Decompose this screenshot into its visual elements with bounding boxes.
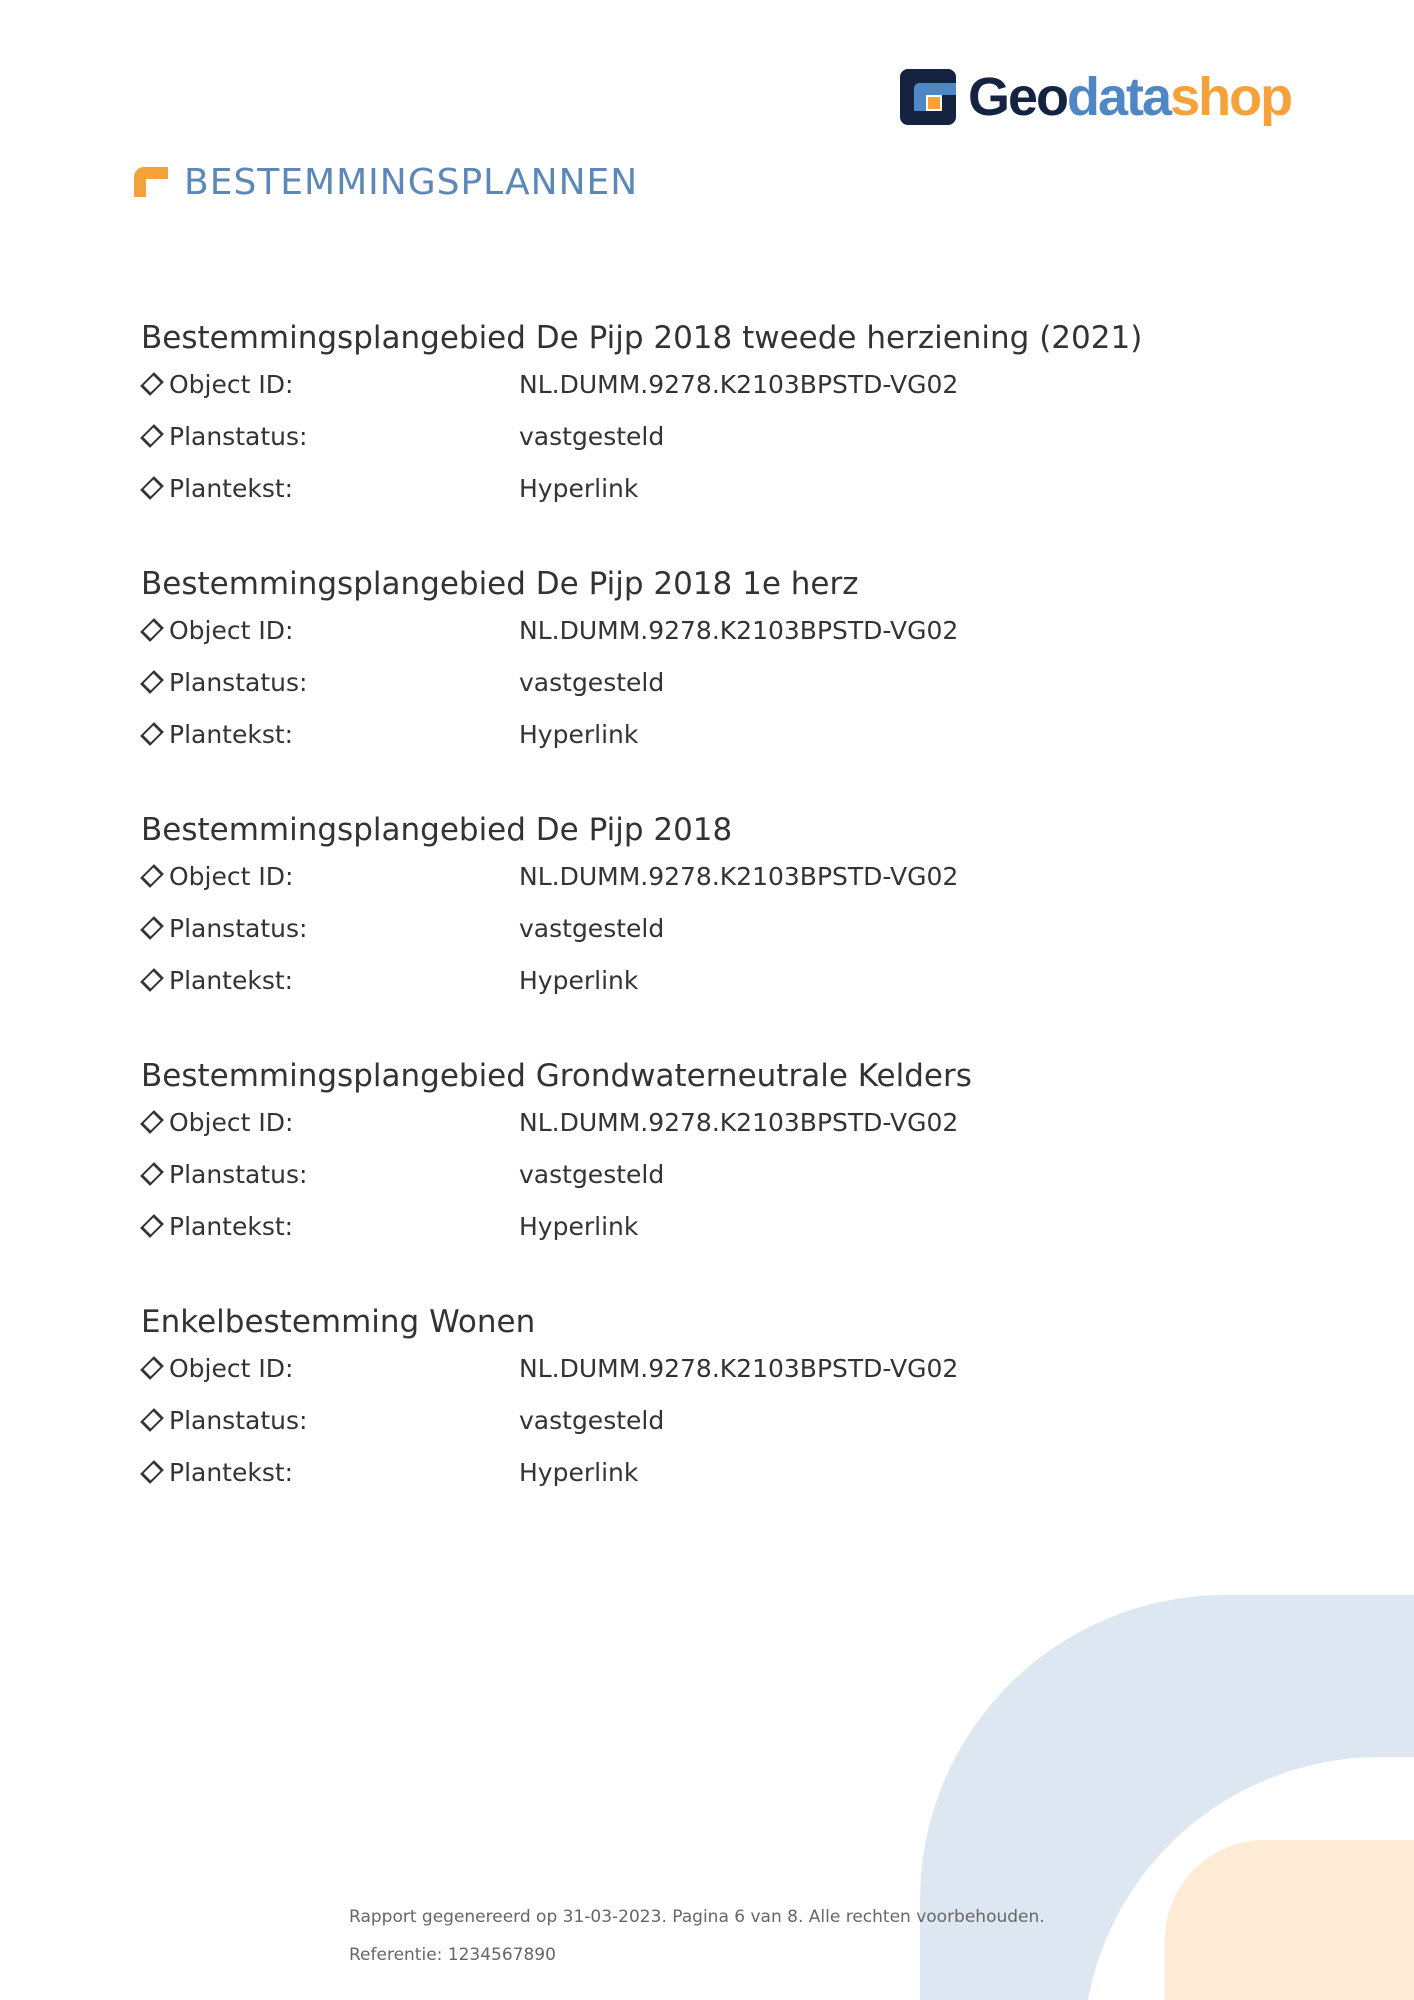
diamond-bullet-icon <box>140 618 164 642</box>
object-id-row <box>141 358 1281 410</box>
planstatus-value: vastgesteld <box>519 1159 665 1189</box>
diamond-bullet-icon <box>140 864 164 888</box>
diamond-bullet-icon <box>140 1460 164 1484</box>
footer-generated-text: Rapport gegenereerd op 31-03-2023. Pagina 6 van 8. Alle rechten voorbehouden. <box>349 1907 1045 1927</box>
plantekst-row <box>141 1446 1281 1498</box>
plan-title: Bestemmingsplangebied Grondwaterneutrale Kelders <box>141 1058 972 1094</box>
object-id-row <box>141 1342 1281 1394</box>
heading-corner-icon <box>134 167 170 197</box>
object-id-label: Object ID: <box>169 615 294 645</box>
planstatus-value: vastgesteld <box>519 421 665 451</box>
object-id-row <box>141 604 1281 656</box>
plan-title: Bestemmingsplangebied De Pijp 2018 1e herz <box>141 566 859 602</box>
plan-title: Bestemmingsplangebied De Pijp 2018 <box>141 812 733 848</box>
object-id-value: NL.DUMM.9278.K2103BPSTD-VG02 <box>519 1107 959 1137</box>
diamond-bullet-icon <box>140 1110 164 1134</box>
diamond-bullet-icon <box>140 424 164 448</box>
diamond-bullet-icon <box>140 1356 164 1380</box>
plan-title: Bestemmingsplangebied De Pijp 2018 tweede herziening (2021) <box>141 320 1143 356</box>
diamond-bullet-icon <box>140 1162 164 1186</box>
plantekst-link[interactable]: Hyperlink <box>519 719 639 749</box>
diamond-bullet-icon <box>140 1408 164 1432</box>
object-id-row <box>141 1096 1281 1148</box>
planstatus-label: Planstatus: <box>169 667 308 697</box>
planstatus-label: Planstatus: <box>169 1405 308 1435</box>
logo-part-shop: shop <box>1170 67 1292 127</box>
planstatus-row <box>141 1148 1281 1200</box>
object-id-row <box>141 850 1281 902</box>
logo-part-data: data <box>1067 67 1171 127</box>
diamond-bullet-icon <box>140 476 164 500</box>
object-id-label: Object ID: <box>169 369 294 399</box>
object-id-label: Object ID: <box>169 1107 294 1137</box>
logo-part-geo: Geo <box>968 67 1068 127</box>
object-id-label: Object ID: <box>169 1353 294 1383</box>
plantekst-link[interactable]: Hyperlink <box>519 473 639 503</box>
planstatus-row <box>141 1394 1281 1446</box>
diamond-bullet-icon <box>140 670 164 694</box>
object-id-value: NL.DUMM.9278.K2103BPSTD-VG02 <box>519 1353 959 1383</box>
plantekst-label: Plantekst: <box>169 719 294 749</box>
planstatus-value: vastgesteld <box>519 1405 665 1435</box>
plan-title: Enkelbestemming Wonen <box>141 1304 536 1340</box>
logo-wordmark <box>968 67 1292 127</box>
plan-block <box>141 1056 1281 1252</box>
plantekst-row <box>141 462 1281 514</box>
page-footer <box>349 1898 1045 1974</box>
diamond-bullet-icon <box>140 968 164 992</box>
object-id-value: NL.DUMM.9278.K2103BPSTD-VG02 <box>519 861 959 891</box>
planstatus-row <box>141 902 1281 954</box>
diamond-bullet-icon <box>140 1214 164 1238</box>
plantekst-row <box>141 1200 1281 1252</box>
diamond-bullet-icon <box>140 372 164 396</box>
plantekst-row <box>141 708 1281 760</box>
plan-block <box>141 564 1281 760</box>
footer-reference: Referentie: 1234567890 <box>349 1945 556 1965</box>
diamond-bullet-icon <box>140 916 164 940</box>
geodatashop-logo <box>900 66 1291 128</box>
plantekst-link[interactable]: Hyperlink <box>519 1211 639 1241</box>
plantekst-label: Plantekst: <box>169 1457 294 1487</box>
plantekst-link[interactable]: Hyperlink <box>519 965 639 995</box>
logo-icon <box>900 69 956 125</box>
diamond-bullet-icon <box>140 722 164 746</box>
plantekst-label: Plantekst: <box>169 1211 294 1241</box>
planstatus-row <box>141 656 1281 708</box>
object-id-label: Object ID: <box>169 861 294 891</box>
planstatus-value: vastgesteld <box>519 667 665 697</box>
plan-block <box>141 318 1281 514</box>
planstatus-label: Planstatus: <box>169 913 308 943</box>
planstatus-label: Planstatus: <box>169 421 308 451</box>
plantekst-row <box>141 954 1281 1006</box>
plantekst-label: Plantekst: <box>169 473 294 503</box>
plantekst-label: Plantekst: <box>169 965 294 995</box>
planstatus-value: vastgesteld <box>519 913 665 943</box>
section-heading <box>134 160 638 204</box>
plantekst-link[interactable]: Hyperlink <box>519 1457 639 1487</box>
planstatus-row <box>141 410 1281 462</box>
plan-block <box>141 810 1281 1006</box>
plan-block <box>141 1302 1281 1498</box>
object-id-value: NL.DUMM.9278.K2103BPSTD-VG02 <box>519 369 959 399</box>
planstatus-label: Planstatus: <box>169 1159 308 1189</box>
section-title: BESTEMMINGSPLANNEN <box>184 161 639 203</box>
object-id-value: NL.DUMM.9278.K2103BPSTD-VG02 <box>519 615 959 645</box>
